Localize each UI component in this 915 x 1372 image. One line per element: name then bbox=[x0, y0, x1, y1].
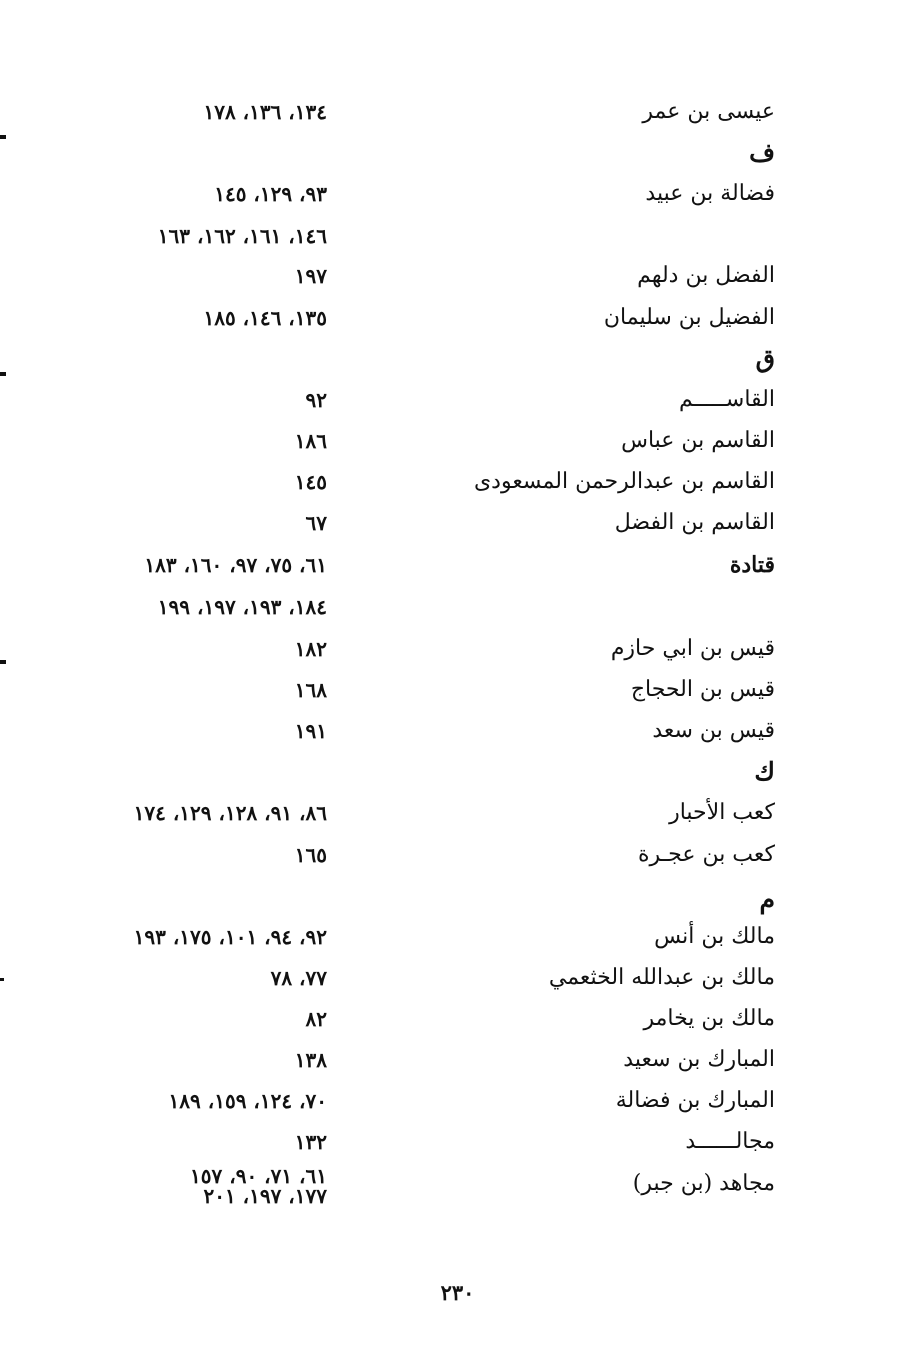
index-entry bbox=[0, 545, 915, 585]
page-number: ٢٣٠ bbox=[440, 1280, 475, 1305]
entry-name: مالك بن عبدالله الخثعمي bbox=[548, 965, 775, 990]
entry-name: قيس بن الحجاج bbox=[630, 677, 775, 702]
index-entry bbox=[0, 629, 915, 669]
entry-name: مالك بن يخامر bbox=[643, 1006, 775, 1031]
entry-pages: ٦١، ٧٥، ٩٧، ١٦٠، ١٨٣ bbox=[144, 553, 327, 577]
index-entry bbox=[0, 421, 915, 461]
index-entry bbox=[0, 958, 915, 998]
entry-pages: ١٦٥ bbox=[294, 843, 327, 867]
entry-name: القاسم بن عبدالرحمن المسعودى bbox=[473, 469, 775, 494]
index-entry bbox=[0, 999, 915, 1039]
entry-pages bbox=[190, 1166, 327, 1206]
entry-pages: ٧٠، ١٢٤، ١٥٩، ١٨٩ bbox=[168, 1089, 327, 1113]
index-entry bbox=[0, 1081, 915, 1121]
section-letter-row bbox=[0, 752, 915, 792]
entry-pages: ٩٢ bbox=[305, 388, 327, 412]
entry-name: القاسم بن عباس bbox=[621, 428, 775, 453]
entry-pages: ١٨٢ bbox=[294, 637, 327, 661]
entry-name: الفضل بن دلهم bbox=[637, 263, 775, 288]
index-entry bbox=[0, 917, 915, 957]
entry-name: القاســـــم bbox=[679, 387, 775, 412]
entry-name: المبارك بن فضالة bbox=[615, 1088, 775, 1113]
index-entry bbox=[0, 216, 915, 256]
index-entry bbox=[0, 835, 915, 875]
section-letter: ق bbox=[755, 344, 775, 373]
section-letter: ك bbox=[754, 757, 775, 786]
entry-pages: ١٣٤، ١٣٦، ١٧٨ bbox=[203, 100, 327, 124]
index-entry bbox=[0, 711, 915, 751]
entry-pages-line: ٦١، ٧١، ٩٠، ١٥٧ bbox=[190, 1164, 327, 1188]
entry-pages: ١٨٤، ١٩٣، ١٩٧، ١٩٩ bbox=[157, 595, 327, 619]
entry-pages: ١٩٧ bbox=[294, 264, 327, 288]
index-entry bbox=[0, 298, 915, 338]
entry-pages: ٩٢، ٩٤، ١٠١، ١٧٥، ١٩٣ bbox=[133, 925, 327, 949]
entry-name: عيسى بن عمر bbox=[642, 99, 775, 124]
entry-name: كعب الأحبار bbox=[669, 800, 775, 825]
entry-pages: ٦٧ bbox=[305, 511, 327, 535]
entry-pages: ١٤٥ bbox=[294, 470, 327, 494]
index-entry bbox=[0, 503, 915, 543]
entry-pages: ٨٦، ٩١، ١٢٨، ١٢٩، ١٧٤ bbox=[133, 801, 327, 825]
entry-name: قيس بن ابي حازم bbox=[610, 636, 775, 661]
entry-name: فضالة بن عبيد bbox=[645, 181, 775, 206]
index-entry bbox=[0, 92, 915, 132]
section-letter-row bbox=[0, 133, 915, 173]
entry-pages: ١٨٦ bbox=[294, 429, 327, 453]
entry-name: القاسم بن الفضل bbox=[614, 510, 775, 535]
entry-name: الفضيل بن سليمان bbox=[603, 305, 775, 330]
entry-name: مجالــــــد bbox=[685, 1129, 775, 1154]
entry-pages: ١٩١ bbox=[294, 719, 327, 743]
section-letter: ف bbox=[749, 138, 775, 167]
index-entry bbox=[0, 1040, 915, 1080]
entry-name: مجاهد (بن جبر) bbox=[632, 1171, 775, 1196]
section-letter-row bbox=[0, 880, 915, 920]
index-entry bbox=[0, 793, 915, 833]
index-entry bbox=[0, 462, 915, 502]
entry-pages-line: ١٧٧، ١٩٧، ٢٠١ bbox=[203, 1184, 327, 1208]
section-letter: م bbox=[759, 885, 775, 914]
index-entry bbox=[0, 380, 915, 420]
entry-name: قتادة bbox=[729, 552, 775, 578]
entry-name: مالك بن أنس bbox=[654, 924, 775, 949]
entry-name: كعب بن عجـرة bbox=[638, 842, 775, 867]
entry-name: قيس بن سعد bbox=[652, 718, 775, 743]
entry-pages: ٧٧، ٧٨ bbox=[270, 966, 327, 990]
section-letter-row bbox=[0, 339, 915, 379]
index-entry bbox=[0, 174, 915, 214]
index-entry bbox=[0, 587, 915, 627]
index-entry bbox=[0, 1122, 915, 1162]
entry-pages: ٨٢ bbox=[305, 1007, 327, 1031]
entry-pages: ١٣٥، ١٤٦، ١٨٥ bbox=[203, 306, 327, 330]
entry-pages: ١٤٦، ١٦١، ١٦٢، ١٦٣ bbox=[157, 224, 327, 248]
entry-name: المبارك بن سعيد bbox=[623, 1047, 775, 1072]
entry-pages: ١٣٨ bbox=[294, 1048, 327, 1072]
entry-pages: ١٣٢ bbox=[294, 1130, 327, 1154]
index-entry bbox=[0, 256, 915, 296]
index-entry bbox=[0, 670, 915, 710]
index-entry bbox=[0, 1164, 915, 1208]
entry-pages: ١٦٨ bbox=[294, 678, 327, 702]
entry-pages: ٩٣، ١٢٩، ١٤٥ bbox=[214, 182, 327, 206]
